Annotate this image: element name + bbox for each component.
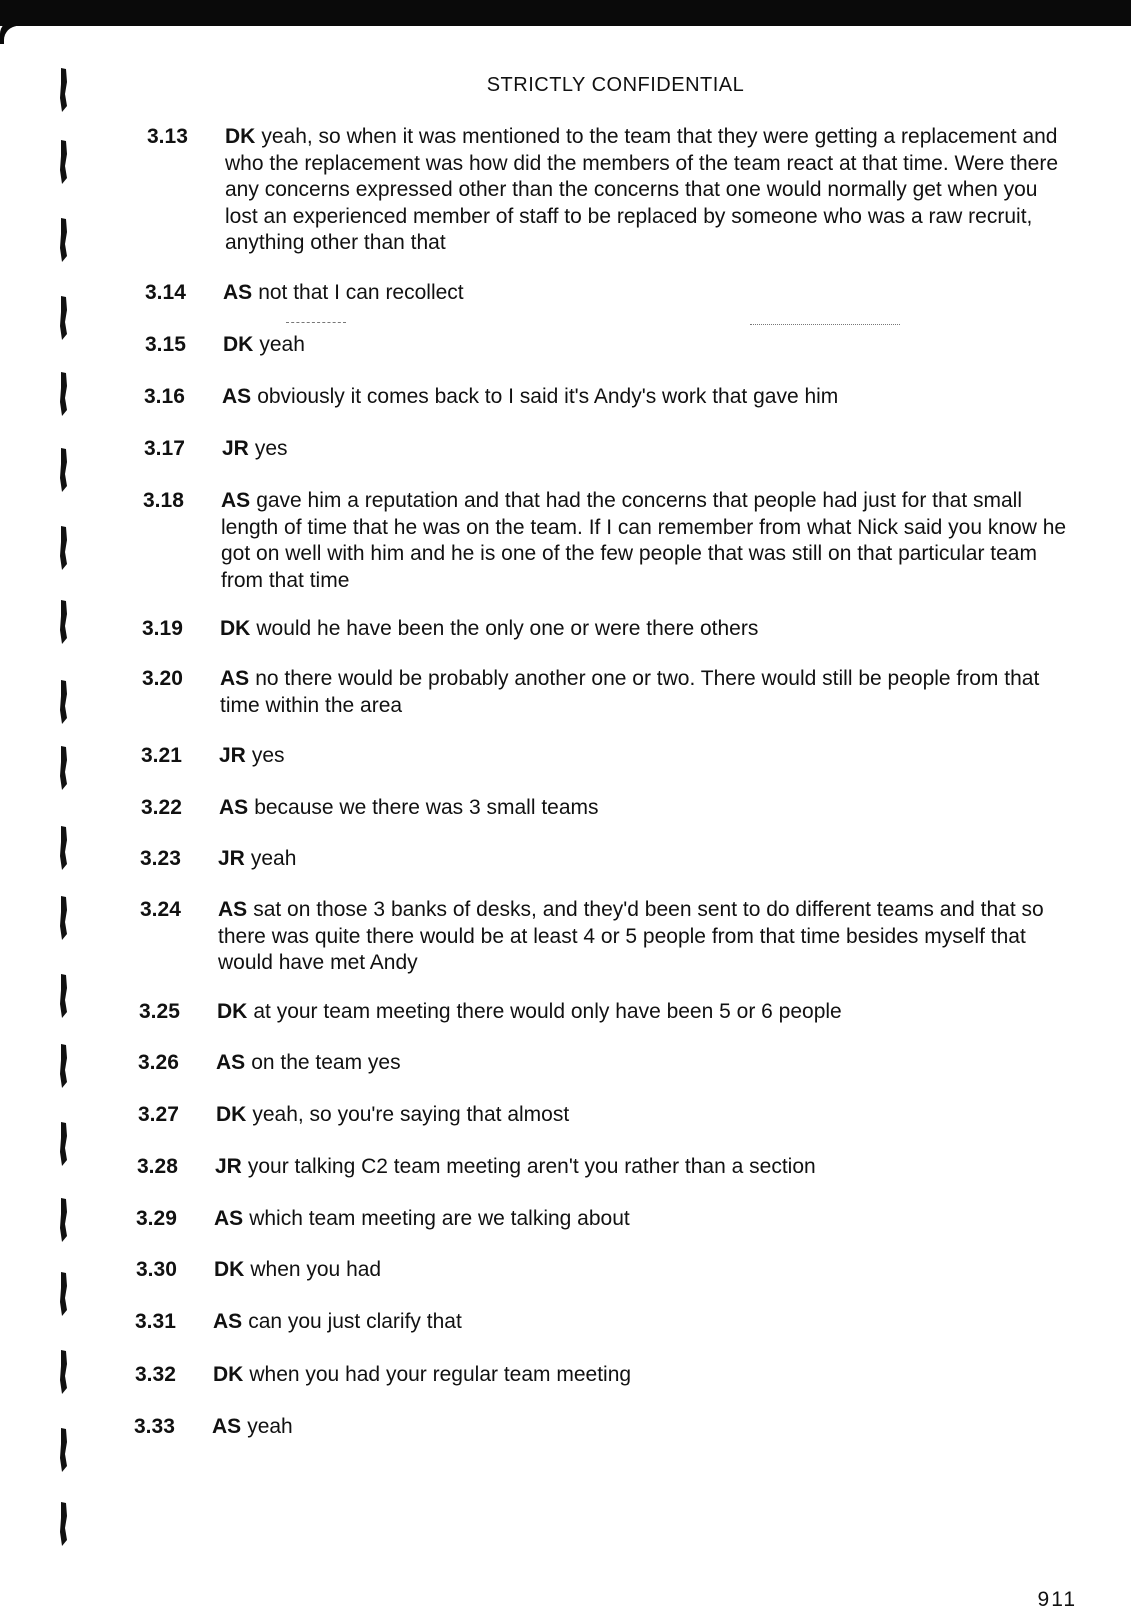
- entry-text: yes: [254, 437, 288, 460]
- speaker: DK: [223, 333, 254, 356]
- entry-text: yeah: [247, 1415, 293, 1438]
- entry-text: no there would be probably another one or two. There would still be people from that time within the area: [220, 667, 1040, 717]
- entry-number: 3.18: [143, 489, 184, 512]
- entry-body: [225, 124, 1075, 257]
- entry-text: your talking C2 team meeting aren't you rather than a section: [247, 1155, 816, 1178]
- entry-number: 3.21: [141, 744, 182, 767]
- entry-number: 3.31: [135, 1310, 176, 1333]
- entry-number: 3.22: [141, 796, 182, 819]
- entry-number: 3.28: [137, 1155, 178, 1178]
- entry-text: would he have been the only one or were there others: [256, 617, 759, 640]
- binder-mark: [58, 448, 68, 492]
- binder-mark: [58, 372, 68, 416]
- entry-number: 3.27: [138, 1103, 179, 1126]
- entry-body: [213, 1309, 1063, 1336]
- entry-text: can you just clarify that: [248, 1310, 462, 1333]
- speaker: JR: [218, 847, 245, 870]
- binder-mark: [58, 1044, 68, 1088]
- entry-body: [217, 999, 1067, 1026]
- entry-text: obviously it comes back to I said it's Andy's work that gave him: [257, 385, 839, 408]
- scan-artifact-rule: [286, 322, 346, 323]
- entry-text: because we there was 3 small teams: [254, 796, 599, 819]
- entry-text: yeah, so you're saying that almost: [252, 1103, 570, 1126]
- binder-mark: [58, 140, 68, 184]
- entry-number: 3.25: [139, 1000, 180, 1023]
- entry-text: when you had your regular team meeting: [249, 1363, 632, 1386]
- speaker: DK: [213, 1363, 244, 1386]
- speaker: AS: [213, 1310, 243, 1333]
- entry-number: 3.23: [140, 847, 181, 870]
- binder-mark: [58, 218, 68, 262]
- binder-mark: [58, 680, 68, 724]
- entry-body: [214, 1206, 1064, 1233]
- speaker: AS: [218, 898, 248, 921]
- speaker: AS: [216, 1051, 246, 1074]
- entry-body: [212, 1414, 1062, 1441]
- binder-mark: [58, 896, 68, 940]
- binder-mark: [58, 1272, 68, 1316]
- entry-text: which team meeting are we talking about: [249, 1207, 630, 1230]
- entry-number: 3.26: [138, 1051, 179, 1074]
- entry-body: [221, 488, 1071, 594]
- punch-hole-margin: [58, 60, 98, 1560]
- entry-number: 3.32: [135, 1363, 176, 1386]
- speaker: DK: [214, 1258, 245, 1281]
- speaker: DK: [216, 1103, 247, 1126]
- entry-text: not that I can recollect: [258, 281, 464, 304]
- entry-text: gave him a reputation and that had the concerns that people had just for that small length of time that he was on the team. If I can remember from what Nick said you know he got on well with him and he is one of the few people that was still on that particular team from that time: [221, 489, 1067, 592]
- entry-number: 3.16: [144, 385, 185, 408]
- entry-text: on the team yes: [251, 1051, 401, 1074]
- binder-mark: [58, 1428, 68, 1472]
- binder-mark: [58, 746, 68, 790]
- entry-body: [220, 666, 1070, 719]
- speaker: AS: [222, 385, 252, 408]
- entry-text: when you had: [250, 1258, 382, 1281]
- entry-body: [223, 332, 1073, 359]
- speaker: DK: [220, 617, 251, 640]
- scan-top-edge: [0, 0, 1131, 26]
- entry-number: 3.20: [142, 667, 183, 690]
- entry-number: 3.24: [140, 898, 181, 921]
- binder-mark: [58, 600, 68, 644]
- speaker: AS: [221, 489, 251, 512]
- entry-number: 3.19: [142, 617, 183, 640]
- binder-mark: [58, 1198, 68, 1242]
- entry-text: at your team meeting there would only have been 5 or 6 people: [253, 1000, 842, 1023]
- speaker: DK: [217, 1000, 248, 1023]
- speaker: AS: [212, 1415, 242, 1438]
- entry-number: 3.15: [145, 333, 186, 356]
- entry-body: [213, 1362, 1063, 1389]
- binder-mark: [58, 974, 68, 1018]
- binder-mark: [58, 526, 68, 570]
- entry-text: sat on those 3 banks of desks, and they'd been sent to do different teams and that so there was quite there would be at least 4 or 5 people from that time besides myself that would have met Andy: [218, 898, 1044, 974]
- entry-body: [214, 1257, 1064, 1284]
- page-number: 911: [1037, 1588, 1077, 1611]
- entry-body: [222, 384, 1072, 411]
- entry-body: [218, 846, 1068, 873]
- entry-body: [220, 616, 1070, 643]
- entry-body: [223, 280, 1073, 307]
- speaker: DK: [225, 125, 256, 148]
- entry-text: yeah, so when it was mentioned to the team that they were getting a replacement and who the replacement was how did the members of the team react at that time. Were there any concerns expressed other than the concerns that one would normally get when you lost an experienced member of staff to be replaced by someone who was a raw recruit, anything other than that: [225, 125, 1059, 254]
- entry-number: 3.33: [134, 1415, 175, 1438]
- entry-text: yeah: [250, 847, 297, 870]
- entry-text: yeah: [259, 333, 305, 356]
- entry-number: 3.13: [147, 125, 188, 148]
- entry-body: [219, 795, 1069, 822]
- entry-number: 3.30: [136, 1258, 177, 1281]
- speaker: AS: [219, 796, 249, 819]
- binder-mark: [58, 1502, 68, 1546]
- binder-mark: [58, 296, 68, 340]
- entry-number: 3.14: [145, 281, 186, 304]
- speaker: AS: [214, 1207, 244, 1230]
- binder-mark: [58, 1350, 68, 1394]
- binder-mark: [58, 826, 68, 870]
- entry-text: yes: [251, 744, 285, 767]
- page-title: STRICTLY CONFIDENTIAL: [486, 74, 745, 96]
- scan-artifact-rule: [750, 324, 900, 325]
- speaker: JR: [215, 1155, 242, 1178]
- entry-body: [215, 1154, 1065, 1181]
- entry-body: [219, 743, 1069, 770]
- speaker: AS: [223, 281, 253, 304]
- speaker: JR: [219, 744, 246, 767]
- entry-body: [216, 1102, 1066, 1129]
- speaker: JR: [222, 437, 249, 460]
- speaker: AS: [220, 667, 250, 690]
- binder-mark: [58, 1122, 68, 1166]
- entry-body: [222, 436, 1072, 463]
- entry-body: [218, 897, 1068, 977]
- entry-number: 3.17: [144, 437, 185, 460]
- entry-body: [216, 1050, 1066, 1077]
- entry-number: 3.29: [136, 1207, 177, 1230]
